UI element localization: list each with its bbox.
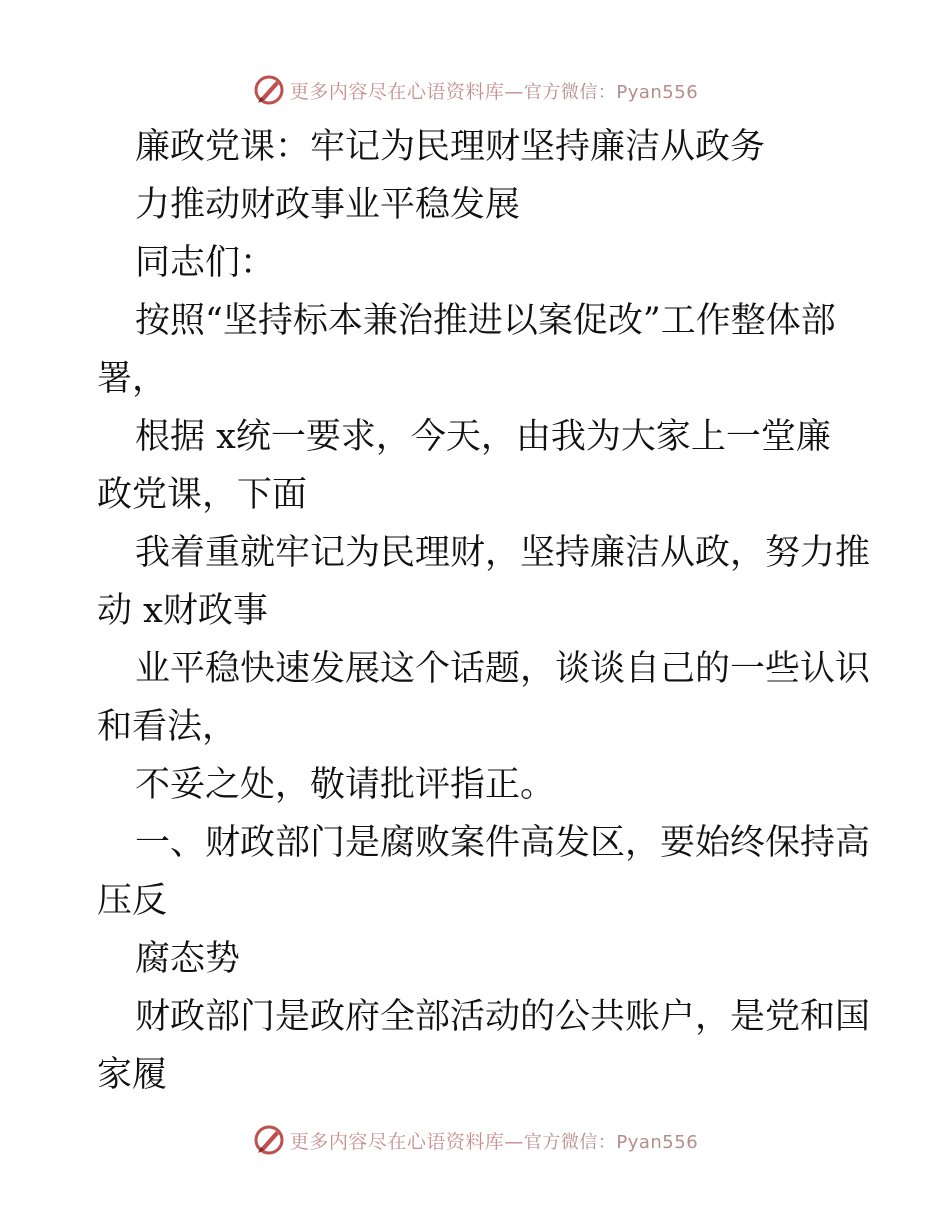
text-line: 我着重就牢记为民理财，坚持廉洁从政，努力推 [135,533,871,573]
banner-text [290,77,698,104]
text-line: 动 x财政事 [97,591,268,631]
pen-logo-icon [252,73,286,107]
text-line: 力推动财政事业平稳发展 [135,185,521,225]
text-line: 一、财政部门是腐败案件高发区，要始终保持高 [135,823,871,863]
document-body [97,118,871,1104]
banner-wechat: 官方微信：Pyan556 [523,1131,699,1153]
pen-logo-icon [252,1123,286,1157]
text-line: 廉政党课：牢记为民理财坚持廉洁从政务 [135,127,766,167]
banner-dash: — [504,1130,524,1153]
text-line: 署， [97,359,168,399]
text-line: 根据 x统一要求，今天，由我为大家上一堂廉 [135,417,831,457]
text-line: 同志们： [135,243,276,283]
text-line: 业平稳快速发展这个话题，谈谈自己的一些认识 [135,649,871,689]
banner-text [290,1127,698,1154]
text-line: 按照“坚持标本兼治推进以案促改”工作整体部 [135,301,836,341]
text-line: 不妥之处，敬请批评指正。 [135,765,556,805]
footer-banner [0,1120,950,1160]
banner-site-name: 更多内容尽在心语资料库 [289,1130,505,1153]
text-line: 和看法， [97,707,238,747]
banner-dash: — [504,80,524,103]
text-line: 家履 [97,1055,168,1095]
banner-site-name: 更多内容尽在心语资料库 [289,80,505,103]
text-line: 政党课，下面 [97,475,308,515]
text-line: 财政部门是政府全部活动的公共账户，是党和国 [135,997,871,1037]
header-banner [0,70,950,110]
banner-wechat: 官方微信：Pyan556 [523,81,699,103]
text-line: 压反 [97,881,168,921]
text-line: 腐态势 [135,939,241,979]
